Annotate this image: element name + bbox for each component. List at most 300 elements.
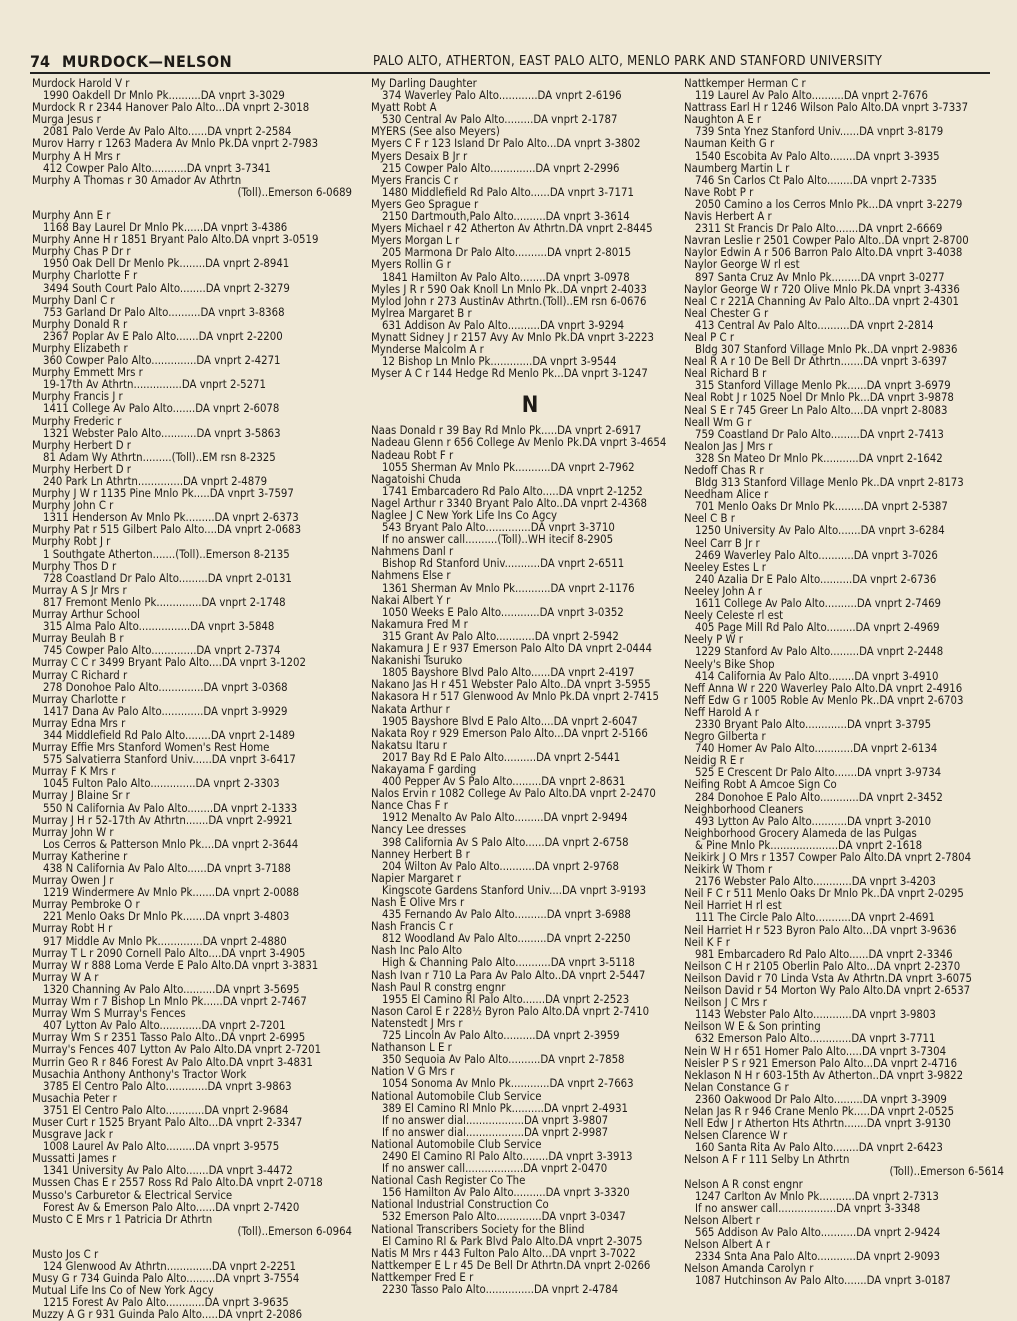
listing-line: Murphy Chas P Dr r [32,246,131,259]
listing-line: Nelson Albert A r [684,1239,771,1251]
listing-line: National Industrial Construction Co [371,1199,549,1212]
listing-line: Myers Geo Sprague r [371,198,479,211]
listing-line: Murray C C r 3499 Bryant Palo Alto....DA vnprt 3-1202 [32,657,306,670]
listing-line: If no answer dial..................DA vnprt 3-9807 [382,1114,609,1127]
listing-line: Musy G r 734 Guinda Palo Alto.........DA vnprt 3-7554 [32,1273,300,1286]
listing-line: Los Cerros & Patterson Mnlo Pk....DA vnprt 2-3644 [43,838,299,851]
listing-line: 817 Fremont Menlo Pk..............DA vnprt 2-1748 [43,596,286,609]
listing-line: Nakatsu Itaru r [371,739,447,752]
listing-line: 19-17th Av Athrtn...............DA vnprt 2-5271 [43,379,266,392]
listing-line: 525 E Crescent Dr Palo Alto.......DA vnprt 3-9734 [695,767,942,780]
listing-line: Naylor George W r 720 Olive Mnlo Pk.DA vnprt 3-4336 [684,283,960,296]
listing-line: 3494 South Court Palo Alto........DA vnprt 2-3279 [43,282,290,295]
listing-line: Muzzy A G r 931 Guinda Palo Alto.....DA vnprt 2-2086 [32,1309,303,1321]
listing-line: 1247 Carlton Av Mnlo Pk...........DA vnprt 2-7313 [695,1190,939,1203]
listing-line: Nash Francis C r [371,921,454,934]
listing-line: 111 The Circle Palo Alto...........DA vnprt 2-4691 [695,912,935,925]
listing-line: Nash Ivan r 710 La Para Av Palo Alto..DA vnprt 2-5447 [371,969,646,982]
listing-line: 438 N California Av Palo Alto......DA vnprt 3-7188 [43,863,291,875]
listing-line: Napier Margaret r [371,872,461,885]
listing-line: 1905 Bayshore Blvd E Palo Alto....DA vnprt 2-6047 [382,715,638,728]
listing-line: Murray Wm S Murray's Fences [32,1008,186,1021]
listing-line: Murphy Frederic r [32,415,122,428]
listing-line: Murphy Emmett Mrs r [32,367,143,380]
listing-line: Neidig R E r [684,755,744,768]
listing-line: Kingscote Gardens Stanford Univ....DA vnprt 3-9193 [382,884,647,897]
listing-line: 1321 Webster Palo Alto...........DA vnprt 3-5863 [43,427,281,440]
listing-line: Nahmens Else r [371,570,451,583]
listing-line: Nakamura Fred M r [371,618,468,631]
listing-line: Murphy A Thomas r 30 Amador Av Athrtn [32,174,242,187]
place-heading: PALO ALTO, ATHERTON, EAST PALO ALTO, MENLO PARK AND STANFORD UNIVERSITY [373,54,883,69]
listing-line: Nave Robt P r [684,186,754,199]
listing-line: 2360 Oakwood Dr Palo Alto.........DA vnprt 3-3909 [695,1093,947,1106]
listing-line: 124 Glenwood Av Athrtn..............DA vnprt 2-2251 [43,1261,297,1273]
listing-line: Nelson Albert r [684,1214,760,1227]
listing-line: Neil K F r [684,936,730,949]
listing-line: 2367 Poplar Av E Palo Alto.......DA vnprt 2-2200 [43,330,283,343]
listing-line: Murray John W r [32,826,114,839]
listing-line: Musachia Anthony Anthony's Tractor Work [32,1068,247,1081]
listing-line: If no answer call..................DA vnprt 3-3348 [695,1202,921,1215]
listing-line: 1955 El Camino Rl Palo Alto.......DA vnprt 2-2523 [382,993,630,1006]
listing-line: & Pine Mnlo Pk.....................DA vnprt 2-1618 [695,839,923,852]
listing-line: 2050 Camino a los Cerros Mnlo Pk...DA vnprt 3-2279 [695,198,963,211]
listing-line: 350 Sequoia Av Palo Alto..........DA vnprt 2-7858 [382,1054,625,1067]
listing-line: If no answer call..........(Toll)..WH itecif 8-2905 [382,534,614,547]
listing-line: Neifing Robt A Amcoe Sign Co [684,779,837,792]
listing-line: 119 Laurel Av Palo Alto..........DA vnprt 2-7676 [695,90,928,103]
listing-line: 389 El Camino Rl Mnlo Pk..........DA vnprt 2-4931 [382,1102,628,1115]
listing-line: Naughton A E r [684,114,762,127]
listing-line: Neal S E r 745 Greer Ln Palo Alto....DA vnprt 2-8083 [684,404,948,417]
listing-line: Nakano Jas H r 451 Webster Palo Alto..DA vnprt 3-5955 [371,679,651,692]
listing-line: 632 Emerson Palo Alto.............DA vnprt 3-7711 [695,1033,936,1046]
listing-line: 565 Addison Av Palo Alto...........DA vnprt 2-9424 [695,1226,941,1239]
listing-line: Nalos Ervin r 1082 College Av Palo Alto.DA vnprt 2-2470 [371,788,656,801]
listing-line: Navran Leslie r 2501 Cowper Palo Alto..DA vnprt 2-8700 [684,235,969,248]
listing-line: 1912 Menalto Av Palo Alto.........DA vnprt 2-9494 [382,812,628,825]
listing-line: Natis M Mrs r 443 Fulton Palo Alto...DA vnprt 3-7022 [371,1247,636,1260]
listing-line: (Toll)..Emerson 6-0964 [237,1225,352,1238]
listing-line: Murray W r 888 Loma Verde E Palo Alto.DA vnprt 3-3831 [32,959,319,972]
listing-line: Neal C r 221A Channing Av Palo Alto..DA vnprt 2-4301 [684,295,960,308]
listing-line: Neisler P S r 921 Emerson Palo Alto...DA vnprt 2-4716 [684,1057,958,1070]
listing-line: Mutual Life Ins Co of New York Agcy [32,1285,214,1298]
listing-line: 413 Central Av Palo Alto..........DA vnprt 2-2814 [695,319,934,332]
listing-line: Myatt Robt A [371,102,437,115]
listing-line: Neal Chester G r [684,307,769,320]
listing-line: 414 California Av Palo Alto........DA vnprt 3-4910 [695,670,939,683]
listing-line: Myers C F r 123 Island Dr Palo Alto...DA vnprt 3-3802 [371,138,641,151]
listing-line: Nakai Albert Y r [371,594,451,607]
listing-line: Nein W H r 651 Homer Palo Alto.....DA vnprt 3-7304 [684,1045,947,1058]
listing-line: 12 Bishop Ln Mnlo Pk.............DA vnprt 3-9544 [382,356,617,369]
listing-line: Murray J H r 52-17th Av Athrtn.......DA vnprt 2-9921 [32,814,293,827]
listing-line: Murray C Richard r [32,669,128,682]
listing-line: 2330 Bryant Palo Alto.............DA vnprt 3-3795 [695,718,932,731]
listing-line: Nelson A F r 111 Selby Ln Athrtn [684,1154,850,1167]
listing-line: Murphy Elizabeth r [32,342,128,355]
listing-line: 543 Bryant Palo Alto..............DA vnprt 3-3710 [382,522,615,535]
listing-line: Neely P W r [684,634,743,647]
listing-line: Neil Harriet H r 523 Byron Palo Alto...DA vnprt 3-9636 [684,924,957,937]
listing-line: Nattkemper Fred E r [371,1271,474,1284]
listing-line: Neel C B r [684,513,735,526]
name-range-heading: MURDOCK—NELSON [62,52,233,71]
listing-line: 398 California Av S Palo Alto......DA vnprt 2-6758 [382,836,629,849]
listing-line: Nakamura J E r 937 Emerson Palo Alto DA vnprt 2-0444 [371,643,652,656]
listing-line: 493 Lytton Av Palo Alto...........DA vnprt 3-2010 [695,815,932,828]
listing-line: 1 Southgate Atherton.......(Toll)..Emerson 8-2135 [43,548,290,561]
listing-line: Nash E Olive Mrs r [371,897,465,909]
listing-line: 1050 Weeks E Palo Alto............DA vnprt 3-0352 [382,606,624,619]
listing-line: Nathanson L E r [371,1042,452,1055]
listing-line: 156 Hamilton Av Palo Alto..........DA vnprt 3-3320 [382,1187,630,1200]
listing-line: 739 Snta Ynez Stanford Univ......DA vnprt 3-8179 [695,126,944,139]
listing-line: Murray Pembroke O r [32,899,140,912]
listing-line: Neel Carr B Jr r [684,537,760,550]
listing-line: Myers Michael r 42 Atherton Av Athrtn.DA vnprt 2-8445 [371,223,653,236]
listing-line: Neal Richard B r [684,368,767,381]
listing-line: Murphy Danl C r [32,294,115,307]
listing-line: My Darling Daughter [371,78,477,90]
listing-line: Neal R A r 10 De Bell Dr Athrtn.......DA vnprt 3-6397 [684,356,948,369]
listing-line: Murray Owen J r [32,875,114,888]
listing-line: Murdock Harold V r [32,78,130,90]
listing-line: Neilson David r 70 Linda Vsta Av Athrtn.DA vnprt 3-6075 [684,972,972,985]
listing-line: Murray A S Jr Mrs r [32,584,127,597]
listing-line: Neilson David r 54 Morton Wy Palo Alto.DA vnprt 2-6537 [684,985,971,998]
listing-line: Mussatti James r [32,1153,117,1166]
listing-line: Myser A C r 144 Hedge Rd Menlo Pk...DA vnprt 3-1247 [371,368,648,381]
listing-line: Musto Jos C r [32,1248,99,1261]
listing-line: 400 Pepper Av S Palo Alto.........DA vnprt 2-8631 [382,776,626,789]
listing-line: Myers Desaix B Jr r [371,150,468,163]
listing-line: 1841 Hamilton Av Palo Alto........DA vnprt 3-0978 [382,271,630,284]
listing-line: Forest Av & Emerson Palo Alto......DA vnprt 2-7420 [43,1201,300,1214]
listing-line: Nelan Jas R r 946 Crane Menlo Pk.....DA vnprt 2-0525 [684,1105,955,1118]
listing-line: Murphy Robt J r [32,536,111,549]
listing-line: Nation V G Mrs r [371,1066,455,1079]
listing-line: Murov Harry r 1263 Madera Av Mnlo Pk.DA vnprt 2-7983 [32,138,319,151]
listing-line: El Camino Rl & Park Blvd Palo Alto.DA vnprt 2-3075 [382,1235,643,1248]
listing-line: 1054 Sonoma Av Mnlo Pk............DA vnprt 2-7663 [382,1078,634,1091]
listing-line: Nauman Keith G r [684,138,775,151]
listing-line: Murphy J W r 1135 Pine Mnlo Pk.....DA vnprt 3-7597 [32,488,294,501]
listing-line: Neklason N H r 603-15th Av Atherton..DA vnprt 3-9822 [684,1069,964,1082]
listing-line: 981 Embarcadero Rd Palo Alto......DA vnprt 2-3346 [695,948,953,961]
listing-line: Myles J R r 590 Oak Knoll Ln Mnlo Pk..DA vnprt 2-4033 [371,283,647,296]
listing-line: Muser Curt r 1525 Bryant Palo Alto...DA vnprt 2-3347 [32,1116,303,1129]
listing-line: Negro Gilberta r [684,731,766,744]
listing-line: Neff Harold A r [684,706,759,719]
listing-line: National Automobile Club Service [371,1090,542,1103]
listing-line: 412 Cowper Palo Alto...........DA vnprt 3-7341 [43,162,271,175]
listing-line: 344 Middlefield Rd Palo Alto........DA vnprt 2-1489 [43,729,295,742]
listing-line: 740 Homer Av Palo Alto............DA vnprt 2-6134 [695,743,938,756]
listing-line: Nelsen Clarence W r [684,1130,788,1143]
listing-line: Nealon Jas J Mrs r [684,440,773,453]
listing-line: 2176 Webster Palo Alto............DA vnprt 3-4203 [695,876,936,889]
listing-line: 917 Middle Av Mnlo Pk..............DA vnprt 2-4880 [43,935,287,948]
listing-column-2 [371,78,689,1296]
listing-line: 240 Azalia Dr E Palo Alto..........DA vnprt 2-6736 [695,573,937,586]
listing-line: Murphy John C r [32,500,114,513]
listing-line: 575 Salvatierra Stanford Univ......DA vnprt 3-6417 [43,754,296,767]
listing-line: Nakata Arthur r [371,703,450,716]
listing-line: 745 Cowper Palo Alto..............DA vnprt 2-7374 [43,645,281,658]
listing-line: 2017 Bay Rd E Palo Alto..........DA vnprt 2-5441 [382,751,621,764]
listing-line: 550 N California Av Palo Alto........DA vnprt 2-1333 [43,802,298,815]
listing-line: 328 Sn Mateo Dr Mnlo Pk...........DA vnprt 2-1642 [695,452,943,465]
listing-line: 3751 El Centro Palo Alto............DA vnprt 2-9684 [43,1104,289,1117]
listing-column-2-n-section [371,425,689,1296]
listing-line: 1219 Windermere Av Mnlo Pk.......DA vnprt 2-0088 [43,887,300,900]
listing-line: Murray T L r 2090 Cornell Palo Alto....DA vnprt 3-4905 [32,947,306,960]
page-header [30,48,990,74]
listing-line: 1411 College Av Palo Alto.......DA vnprt 2-6078 [43,403,280,416]
listing-line: 2469 Waverley Palo Alto...........DA vnprt 3-7026 [695,549,938,562]
listing-line: 1045 Fulton Palo Alto..............DA vnprt 2-3303 [43,778,280,791]
listing-line: Murray Arthur School [32,609,140,622]
listing-line: Mylrea Margaret B r [371,307,472,320]
listing-line: 812 Woodland Av Palo Alto.........DA vnprt 2-2250 [382,933,631,946]
listing-line: Nelson A R const engnr [684,1178,803,1191]
listing-line: Murphy Ann E r [32,209,111,222]
listing-line: Neeley Estes L r [684,561,766,574]
listing-line: Naylor Edwin A r 506 Barron Palo Alto.DA vnprt 3-4038 [684,247,963,260]
listing-column-3 [684,78,1004,1287]
listing-line: MYERS (See also Meyers) [371,126,500,139]
listing-line: 1361 Sherman Av Mnlo Pk...........DA vnprt 2-1176 [382,582,635,595]
listing-column-1 [32,78,352,1321]
listing-line: 701 Menlo Oaks Dr Mnlo Pk.........DA vnprt 2-5387 [695,501,948,514]
listing-line: Neilson J C Mrs r [684,997,767,1010]
listing-line: Bishop Rd Stanford Univ...........DA vnprt 2-6511 [382,558,625,571]
listing-line: Mynderse Malcolm A r [371,344,484,357]
listing-line: Neal Robt J r 1025 Noel Dr Mnlo Pk...DA vnprt 3-9878 [684,392,954,405]
listing-line: Nanney Herbert B r [371,848,470,861]
listing-line: Nason Carol E r 228½ Byron Palo Alto.DA vnprt 2-7410 [371,1005,650,1018]
listing-line: Musgrave Jack r [32,1129,113,1142]
listing-line: Murray Beulah B r [32,633,124,646]
listing-line: 1741 Embarcadero Rd Palo Alto.....DA vnprt 2-1252 [382,485,643,498]
listing-line: 728 Coastland Dr Palo Alto.........DA vnprt 2-0131 [43,572,292,585]
listing-line: 215 Cowper Palo Alto..............DA vnprt 2-2996 [382,162,620,175]
listing-line: Nell Edw J r Atherton Hts Athrtn.......DA vnprt 3-9130 [684,1118,951,1131]
listing-line: Murray F K Mrs r [32,766,116,779]
listing-line: Murphy Francis J r [32,391,123,404]
listing-line: 315 Stanford Village Menlo Pk......DA vnprt 3-6979 [695,380,951,393]
listing-line: Murphy Thos D r [32,560,117,573]
listing-line: Neeley John A r [684,585,763,598]
listing-line: Nadeau Robt F r [371,449,454,462]
section-letter: N [521,393,539,419]
listing-line: 1341 University Av Palo Alto.......DA vnprt 3-4472 [43,1165,293,1178]
listing-line: 3785 El Centro Palo Alto.............DA vnprt 3-9863 [43,1080,292,1093]
listing-line: Murray Wm S r 2351 Tasso Palo Alto..DA vnprt 2-6995 [32,1032,306,1045]
listing-line: Murray J Blaine Sr r [32,790,130,803]
listing-line: Neighborhood Grocery Alameda de las Pulgas [684,827,917,840]
listing-line: Murphy Charlotte F r [32,270,138,283]
listing-line: 374 Waverley Palo Alto............DA vnprt 2-6196 [382,90,622,103]
listing-line: Nattrass Earl H r 1246 Wilson Palo Alto.DA vnprt 3-7337 [684,102,969,115]
listing-column-2-m-section [371,78,689,380]
listing-line: Murdock R r 2344 Hanover Palo Alto...DA vnprt 2-3018 [32,102,310,115]
listing-line: Nakayama F garding [371,763,477,776]
page-number: 74 [30,52,51,71]
listing-line: Needham Alice r [684,489,769,502]
listing-line: Nelan Constance G r [684,1081,789,1094]
listing-line: Murray Wm r 7 Bishop Ln Mnlo Pk......DA vnprt 2-7467 [32,996,307,1009]
listing-line: Murray Edna Mrs r [32,717,126,730]
listing-line: Nahmens Danl r [371,546,454,559]
listing-line: If no answer dial..................DA vnprt 2-9987 [382,1126,609,1139]
listing-line: Nash Paul R constrg engnr [371,981,506,994]
listing-line: Neff Edw G r 1005 Roble Av Menlo Pk..DA vnprt 2-6703 [684,694,964,707]
listing-line: Nattkemper E L r 45 De Bell Dr Athrtn.DA vnprt 2-0266 [371,1259,651,1272]
listing-line: 2490 El Camino Rl Palo Alto........DA vnprt 3-3913 [382,1150,633,1163]
listing-line: Murrin Geo R r 846 Forest Av Palo Alto.DA vnprt 3-4831 [32,1056,313,1069]
listing-line: (Toll)..Emerson 6-5614 [889,1166,1004,1179]
listing-line: Naas Donald r 39 Bay Rd Mnlo Pk.....DA vnprt 2-6917 [371,425,642,438]
listing-line: 1250 University Av Palo Alto.......DA vnprt 3-6284 [695,525,945,538]
listing-line: 221 Menlo Oaks Dr Mnlo Pk.......DA vnprt 3-4803 [43,911,290,924]
listing-line: Neikirk W Thom r [684,864,773,877]
listing-line: 1143 Webster Palo Alto............DA vnprt 3-9803 [695,1009,936,1022]
listing-line: Neely Celeste rl est [684,610,784,623]
listing-line: Nagatoishi Chuda [371,473,461,486]
listing-line [32,199,352,210]
listing-line: Neikirk J O Mrs r 1357 Cowper Palo Alto.DA vnprt 2-7804 [684,852,972,864]
listing-line [32,1238,352,1249]
listing-line: 532 Emerson Palo Alto..............DA vnprt 3-0347 [382,1211,626,1224]
listing-line: 407 Lytton Av Palo Alto.............DA vnprt 2-7201 [43,1020,286,1033]
listing-line: Murray Effie Mrs Stanford Women's Rest Home [32,742,270,755]
listing-line: 240 Park Ln Athrtn..............DA vnprt 2-4879 [43,476,268,488]
listing-line: 2311 St Francis Dr Palo Alto.......DA vnprt 2-6669 [695,223,943,236]
listing-line: Murray Katherine r [32,850,128,863]
listing-line: Neilson C H r 2105 Oberlin Palo Alto...DA vnprt 2-2370 [684,960,961,973]
listing-line: 315 Grant Av Palo Alto............DA vnprt 2-5942 [382,630,619,643]
listing-line: 435 Fernando Av Palo Alto..........DA vnprt 3-6988 [382,909,631,922]
listing-line: 1055 Sherman Av Mnlo Pk...........DA vnprt 2-7962 [382,461,635,474]
listing-line: Murray W A r [32,971,99,984]
listing-line: Mynatt Sidney J r 2157 Avy Av Mnlo Pk.DA vnprt 3-2223 [371,331,654,344]
listing-line: Murray Robt H r [32,923,113,936]
listing-line: Nadeau Glenn r 656 College Av Menlo Pk.DA vnprt 3-4654 [371,437,667,450]
listing-line: 2081 Palo Verde Av Palo Alto......DA vnprt 2-2584 [43,126,292,139]
listing-line: 284 Donohoe E Palo Alto............DA vnprt 2-3452 [695,791,943,804]
listing-line: 1611 College Av Palo Alto..........DA vnprt 2-7469 [695,598,942,611]
listing-line: Neall Wm G r [684,416,752,429]
listing-line: (Toll)..Emerson 6-0689 [237,186,352,199]
listing-line: 204 Wilton Av Palo Alto...........DA vnprt 2-9768 [382,860,619,873]
listing-line: Nedoff Chas R r [684,465,764,477]
listing-line: 1168 Bay Laurel Dr Mnlo Pk......DA vnprt 3-4386 [43,222,288,235]
listing-line: Myers Francis C r [371,174,459,187]
listing-line: 753 Garland Dr Palo Alto..........DA vnprt 3-8368 [43,306,285,319]
listing-line: Nancy Lee dresses [371,824,467,837]
listing-line: 278 Donohoe Palo Alto..............DA vnprt 3-0368 [43,681,288,694]
listing-line: 759 Coastland Dr Palo Alto.........DA vnprt 2-7413 [695,428,944,441]
listing-line: 725 Lincoln Av Palo Alto..........DA vnprt 2-3959 [382,1030,620,1043]
listing-line: Neely's Bike Shop [684,658,775,671]
listing-line: Neil Harriet H rl est [684,900,782,913]
listing-line: Neighborhood Cleaners [684,803,804,816]
listing-line: 81 Adam Wy Athrtn.........(Toll)..EM rsn 8-2325 [43,451,276,464]
listing-line: Murphy Herbert D r [32,439,131,452]
listing-line: 160 Santa Rita Av Palo Alto........DA vnprt 2-6423 [695,1142,943,1155]
listing-line: Navis Herbert A r [684,211,772,224]
listing-line: Murphy Donald R r [32,318,128,331]
listing-line: Musso's Carburetor & Electrical Service [32,1189,233,1202]
listing-line: Neilson W E & Son printing [684,1021,821,1034]
listing-line: 2150 Dartmouth,Palo Alto..........DA vnprt 3-3614 [382,211,630,224]
listing-line: Bldg 307 Stanford Village Mnlo Pk..DA vnprt 2-9836 [695,344,958,357]
listing-line: Nelson Amanda Carolyn r [684,1263,814,1276]
listing-line: Myers Morgan L r [371,235,460,248]
listing-line: Myers Rollin G r [371,259,451,272]
listing-line: 631 Addison Av Palo Alto..........DA vnprt 3-9294 [382,319,625,332]
listing-line: Musto C E Mrs r 1 Patricia Dr Athrtn [32,1213,213,1226]
listing-line: National Cash Register Co The [371,1175,526,1188]
listing-line: 530 Central Av Palo Alto.........DA vnprt 2-1787 [382,114,618,127]
listing-line: 1480 Middlefield Rd Palo Alto......DA vnprt 3-7171 [382,186,634,199]
listing-line: 2230 Tasso Palo Alto...............DA vnprt 2-4784 [382,1284,619,1296]
listing-line: 315 Alma Palo Alto................DA vnprt 3-5848 [43,621,275,634]
listing-line: High & Channing Palo Alto...........DA vnprt 3-5118 [382,957,635,970]
listing-line: If no answer call..................DA vnprt 2-0470 [382,1163,608,1176]
listing-line: Musachia Peter r [32,1092,117,1105]
listing-line: Nattkemper Herman C r [684,78,806,90]
listing-line: 1215 Forest Av Palo Alto............DA vnprt 3-9635 [43,1297,289,1310]
listing-line: Mylod John r 273 AustinAv Athrtn.(Toll)..EM rsn 6-0676 [371,295,647,308]
listing-line: 1417 Dana Av Palo Alto.............DA vnprt 3-9929 [43,705,288,718]
listing-line: Nakasora H r 517 Glenwood Av Mnlo Pk.DA vnprt 2-7415 [371,691,659,704]
listing-line: Neal P C r [684,331,734,344]
listing-line: Nance Chas F r [371,800,448,813]
listing-line: 1805 Bayshore Blvd Palo Alto......DA vnprt 2-4197 [382,667,635,680]
listing-line: 405 Page Mill Rd Palo Alto.........DA vnprt 2-4969 [695,622,940,635]
listing-line: Natenstedt J Mrs r [371,1017,463,1030]
listing-line: Murphy Herbert D r [32,463,131,476]
listing-line: National Automobile Club Service [371,1138,542,1151]
listing-line: Bldg 313 Stanford Village Menlo Pk..DA vnprt 2-8173 [695,477,964,490]
listing-line: Murphy Anne H r 1851 Bryant Palo Alto.DA vnprt 3-0519 [32,234,319,247]
listing-line: Murga Jesus r [32,114,101,127]
listing-line: Nash Inc Palo Alto [371,945,463,958]
listing-line: 746 Sn Carlos Ct Palo Alto........DA vnprt 2-7335 [695,174,937,187]
listing-line: 1008 Laurel Av Palo Alto.........DA vnprt 3-9575 [43,1141,280,1154]
listing-line: 1950 Oak Dell Dr Menlo Pk........DA vnprt 2-8941 [43,258,290,271]
listing-line: Murray's Fences 407 Lytton Av Palo Alto.DA vnprt 2-7201 [32,1044,322,1057]
listing-line: 2334 Snta Ana Palo Alto............DA vnprt 2-9093 [695,1251,940,1264]
listing-line: Nakanishi Tsuruko [371,655,463,668]
listing-line: 1540 Escobita Av Palo Alto........DA vnprt 3-3935 [695,150,940,163]
listing-line: 1320 Channing Av Palo Alto..........DA vnprt 3-5695 [43,983,300,996]
listing-line: Naumberg Martin L r [684,162,790,175]
listing-line: Nakata Roy r 929 Emerson Palo Alto...DA vnprt 2-5166 [371,727,648,740]
listing-line: Nagel Arthur r 3340 Bryant Palo Alto..DA vnprt 2-4368 [371,497,647,510]
listing-line: Naylor George W rl est [684,259,800,272]
listing-line: Naglee J C New York Life Ins Co Agcy [371,510,558,522]
listing-line: 205 Marmona Dr Palo Alto..........DA vnprt 2-8015 [382,247,632,260]
listing-line: Neff Anna W r 220 Waverley Palo Alto.DA vnprt 2-4916 [684,682,963,695]
listing-line: 897 Santa Cruz Av Mnlo Pk.........DA vnprt 3-0277 [695,271,945,284]
listing-line: 1990 Oakdell Dr Mnlo Pk..........DA vnprt 3-3029 [43,90,285,103]
